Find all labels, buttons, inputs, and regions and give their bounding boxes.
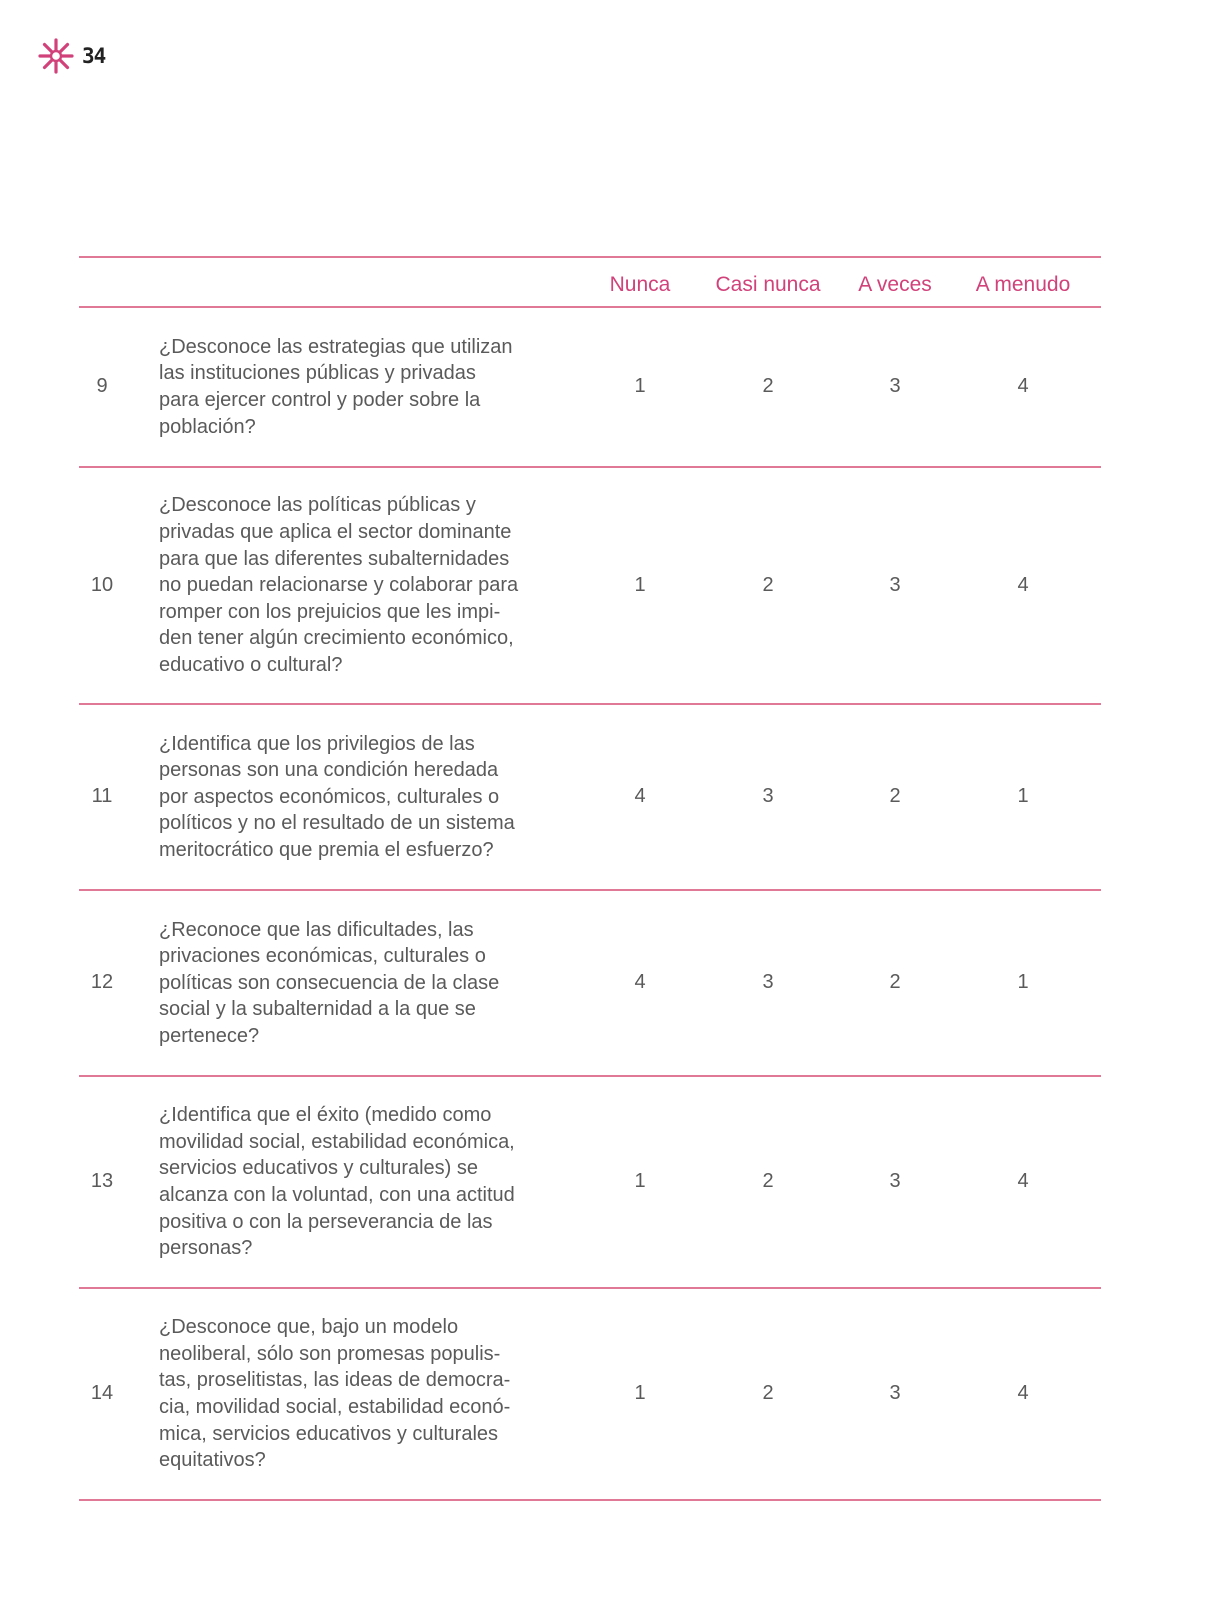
question-line: ¿Identifica que el éxito (medido como (159, 1104, 492, 1127)
question-text (159, 1314, 559, 1474)
table-body (79, 308, 1101, 1501)
question-line: las instituciones públicas y privadas (159, 362, 476, 385)
score-value: 4 (634, 785, 646, 807)
score-value: 2 (762, 375, 774, 397)
score-value: 4 (1017, 1170, 1029, 1192)
question-line: servicios educativos y culturales) se (159, 1157, 479, 1180)
score-value: 1 (634, 1170, 646, 1192)
question-line: tas, proselitistas, las ideas de democra- (159, 1369, 511, 1392)
question-line: equitativos? (159, 1449, 266, 1472)
header-a-menudo: A menudo (975, 273, 1071, 296)
question-line: educativo o cultural? (159, 653, 343, 676)
question-line: por aspectos económicos, culturales o (159, 785, 500, 808)
question-line: alcanza con la voluntad, con una actitud (159, 1183, 515, 1206)
question-line: den tener algún crecimiento económico, (159, 627, 514, 650)
question-line: romper con los prejuicios que les impi- (159, 600, 501, 623)
table-header-row (79, 256, 1101, 308)
question-line: población? (159, 415, 256, 438)
question-line: no puedan relacionarse y colaborar para (159, 574, 519, 597)
score-value: 3 (762, 785, 774, 807)
item-number: 10 (90, 573, 114, 596)
page-header (38, 38, 105, 74)
question-line: cia, movilidad social, estabilidad econó- (159, 1395, 511, 1418)
question-text (159, 1102, 559, 1262)
score-value: 1 (634, 375, 646, 397)
question-line: positiva o con la perseverancia de las (159, 1210, 493, 1233)
question-line: ¿Desconoce que, bajo un modelo (159, 1316, 459, 1339)
question-line: privadas que aplica el sector dominante (159, 520, 512, 543)
score-value: 2 (762, 1382, 774, 1404)
header-a-veces: A veces (858, 273, 932, 296)
score-value: 1 (634, 1382, 646, 1404)
score-value: 2 (889, 785, 901, 807)
score-value: 4 (634, 971, 646, 993)
question-line: ¿Desconoce las estrategias que utilizan (159, 335, 513, 358)
table-row (79, 468, 1101, 705)
score-value: 1 (1017, 971, 1029, 993)
score-value: 2 (762, 573, 774, 596)
question-line: mica, servicios educativos y culturales (159, 1422, 499, 1445)
score-value: 4 (1017, 1382, 1029, 1404)
question-line: políticos y no el resultado de un sistema (159, 812, 515, 835)
question-text (159, 492, 559, 678)
question-line: social y la subalternidad a la que se (159, 998, 476, 1021)
score-value: 3 (889, 1170, 901, 1192)
question-line: para que las diferentes subalternidades (159, 547, 510, 570)
question-line: pertenece? (159, 1024, 260, 1047)
table-row (79, 891, 1101, 1077)
item-number: 12 (90, 971, 114, 993)
score-value: 4 (1017, 375, 1029, 397)
question-text (159, 334, 559, 440)
question-line: ¿Desconoce las políticas públicas y (159, 494, 476, 517)
score-value: 3 (762, 971, 774, 993)
question-line: privaciones económicas, culturales o (159, 945, 486, 968)
score-value: 3 (889, 573, 901, 596)
question-line: personas son una condición heredada (159, 759, 499, 782)
question-line: ¿Identifica que los privilegios de las (159, 732, 475, 755)
survey-table (79, 256, 1101, 1501)
table-row (79, 705, 1101, 891)
question-line: para ejercer control y poder sobre la (159, 388, 481, 411)
item-number: 11 (91, 785, 113, 807)
score-value: 3 (889, 375, 901, 397)
table-row (79, 308, 1101, 468)
star-flower-icon (38, 38, 74, 74)
table-row (79, 1289, 1101, 1501)
table-row (79, 1077, 1101, 1289)
question-line: movilidad social, estabilidad económica, (159, 1130, 515, 1153)
header-casi-nunca: Casi nunca (715, 273, 821, 296)
score-value: 4 (1017, 573, 1029, 596)
score-value: 2 (889, 971, 901, 993)
question-line: personas? (159, 1237, 253, 1260)
question-line: meritocrático que premia el esfuerzo? (159, 838, 494, 861)
header-nunca: Nunca (609, 273, 671, 296)
question-line: neoliberal, sólo son promesas populis- (159, 1342, 501, 1365)
score-value: 2 (762, 1170, 774, 1192)
score-value: 1 (634, 573, 646, 596)
item-number: 14 (90, 1382, 114, 1404)
score-value: 1 (1017, 785, 1029, 807)
item-number: 9 (96, 375, 108, 397)
question-text (159, 917, 559, 1050)
question-text (159, 731, 559, 864)
score-value: 3 (889, 1382, 901, 1404)
question-line: ¿Reconoce que las dificultades, las (159, 918, 474, 941)
page-number: 34 (82, 44, 106, 68)
item-number: 13 (90, 1170, 114, 1192)
question-line: políticas son consecuencia de la clase (159, 971, 500, 994)
